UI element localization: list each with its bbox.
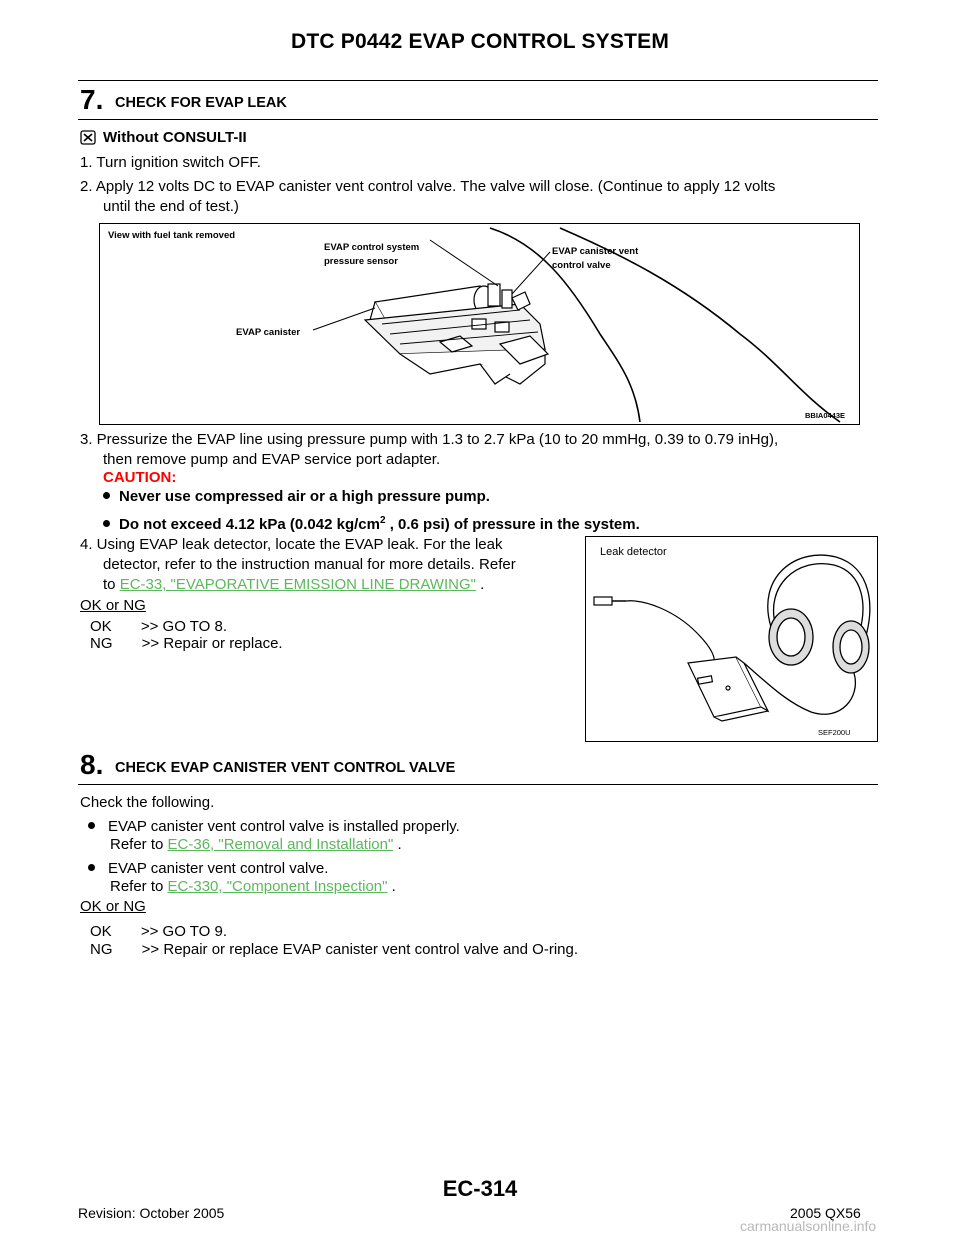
step-item-2-cont: until the end of test.) — [103, 198, 239, 215]
step-8-intro: Check the following. — [80, 794, 215, 811]
ok-result-2: OK >> GO TO 9. — [90, 923, 227, 940]
step-7-heading: CHECK FOR EVAP LEAK — [115, 95, 287, 111]
step-8-heading: CHECK EVAP CANISTER VENT CONTROL VALVE — [115, 760, 456, 776]
label-pressure-sensor-1: EVAP control system — [324, 242, 420, 253]
figure-evap-canister — [99, 223, 860, 425]
ok-result: OK >> GO TO 8. — [90, 618, 227, 635]
check-item-1-text: EVAP canister vent control valve is installed properly. — [108, 818, 460, 835]
period: . — [393, 836, 402, 853]
figure-1-code: BBIA0443E — [805, 411, 846, 420]
without-consult-label: Without CONSULT-II — [103, 129, 247, 146]
leak-detector-illustration — [586, 537, 877, 741]
header-rule — [78, 80, 878, 81]
caution-superscript: 2 — [379, 515, 386, 526]
figure-leak-detector — [585, 536, 878, 742]
step-item-4-cont: detector, refer to the instruction manual for more details. Refer — [103, 556, 516, 573]
period: . — [387, 878, 396, 895]
figure-2-title: Leak detector — [600, 546, 667, 558]
check-item-1-ref — [110, 834, 402, 855]
period: . — [475, 576, 485, 593]
link-evaporative-emission-line-drawing[interactable]: EC-33, "EVAPORATIVE EMISSION LINE DRAWING" — [119, 576, 476, 593]
link-removal-and-installation[interactable]: EC-36, "Removal and Installation" — [167, 836, 394, 853]
caution-item-2 — [103, 510, 640, 535]
step-7-rule — [78, 119, 878, 120]
model-year: 2005 QX56 — [790, 1205, 861, 1221]
step-item-3: 3. Pressurize the EVAP line using pressure pump with 1.3 to 2.7 kPa (10 to 20 mmHg, 0.39 to 0.79 inHg), — [80, 431, 779, 448]
step-item-2: 2. Apply 12 volts DC to EVAP canister vent control valve. The valve will close. (Continue to apply 12 volts — [80, 178, 776, 195]
step-item-1: 1. Turn ignition switch OFF. — [80, 154, 261, 171]
page-title: DTC P0442 EVAP CONTROL SYSTEM — [290, 30, 670, 53]
step-8-number: 8. — [80, 749, 104, 780]
step-7-number: 7. — [80, 84, 104, 115]
caution-item-2-text: Do not exceed 4.12 kPa (0.042 kg/cm — [119, 516, 380, 533]
label-pressure-sensor-2: pressure sensor — [324, 256, 398, 267]
bullet-icon — [88, 822, 95, 829]
page-number: EC-314 — [442, 1176, 518, 1201]
step-item-4: 4. Using EVAP leak detector, locate the EVAP leak. For the leak — [80, 536, 503, 553]
ok-or-ng-label-2: OK or NG — [80, 898, 146, 915]
watermark: carmanualsonline.info — [740, 1218, 877, 1234]
refer-to-text: Refer to — [110, 878, 168, 895]
check-item-2-text: EVAP canister vent control valve. — [108, 860, 329, 877]
step-item-4-ref — [103, 574, 484, 595]
ng-result-2: NG >> Repair or replace EVAP canister vent control valve and O-ring. — [90, 941, 579, 958]
figure-1-title: View with fuel tank removed — [108, 230, 236, 241]
caution-item-1 — [103, 486, 490, 507]
check-item-2-ref — [110, 876, 396, 897]
evap-canister-illustration — [100, 224, 859, 424]
revision-date: Revision: October 2005 — [78, 1205, 225, 1221]
label-evap-canister: EVAP canister — [236, 327, 301, 338]
bullet-icon — [103, 492, 110, 499]
caution-item-2-text-end: , 0.6 psi) of pressure in the system. — [385, 516, 640, 533]
without-consult-icon — [80, 129, 97, 146]
caution-item-1-text: Never use compressed air or a high pressure pump. — [119, 488, 490, 505]
caution-label: CAUTION: — [103, 469, 177, 486]
ok-or-ng-label: OK or NG — [80, 597, 146, 614]
ng-result: NG >> Repair or replace. — [90, 635, 283, 652]
figure-2-code: SEF200U — [818, 728, 851, 737]
label-vent-valve-2: control valve — [552, 260, 611, 271]
label-vent-valve-1: EVAP canister vent — [552, 246, 639, 257]
bullet-icon — [103, 520, 110, 527]
step-item-3-cont: then remove pump and EVAP service port adapter. — [103, 451, 441, 468]
link-component-inspection[interactable]: EC-330, "Component Inspection" — [167, 878, 388, 895]
refer-to-text: to — [103, 576, 120, 593]
refer-to-text: Refer to — [110, 836, 168, 853]
bullet-icon — [88, 864, 95, 871]
step-8-rule — [78, 784, 878, 785]
